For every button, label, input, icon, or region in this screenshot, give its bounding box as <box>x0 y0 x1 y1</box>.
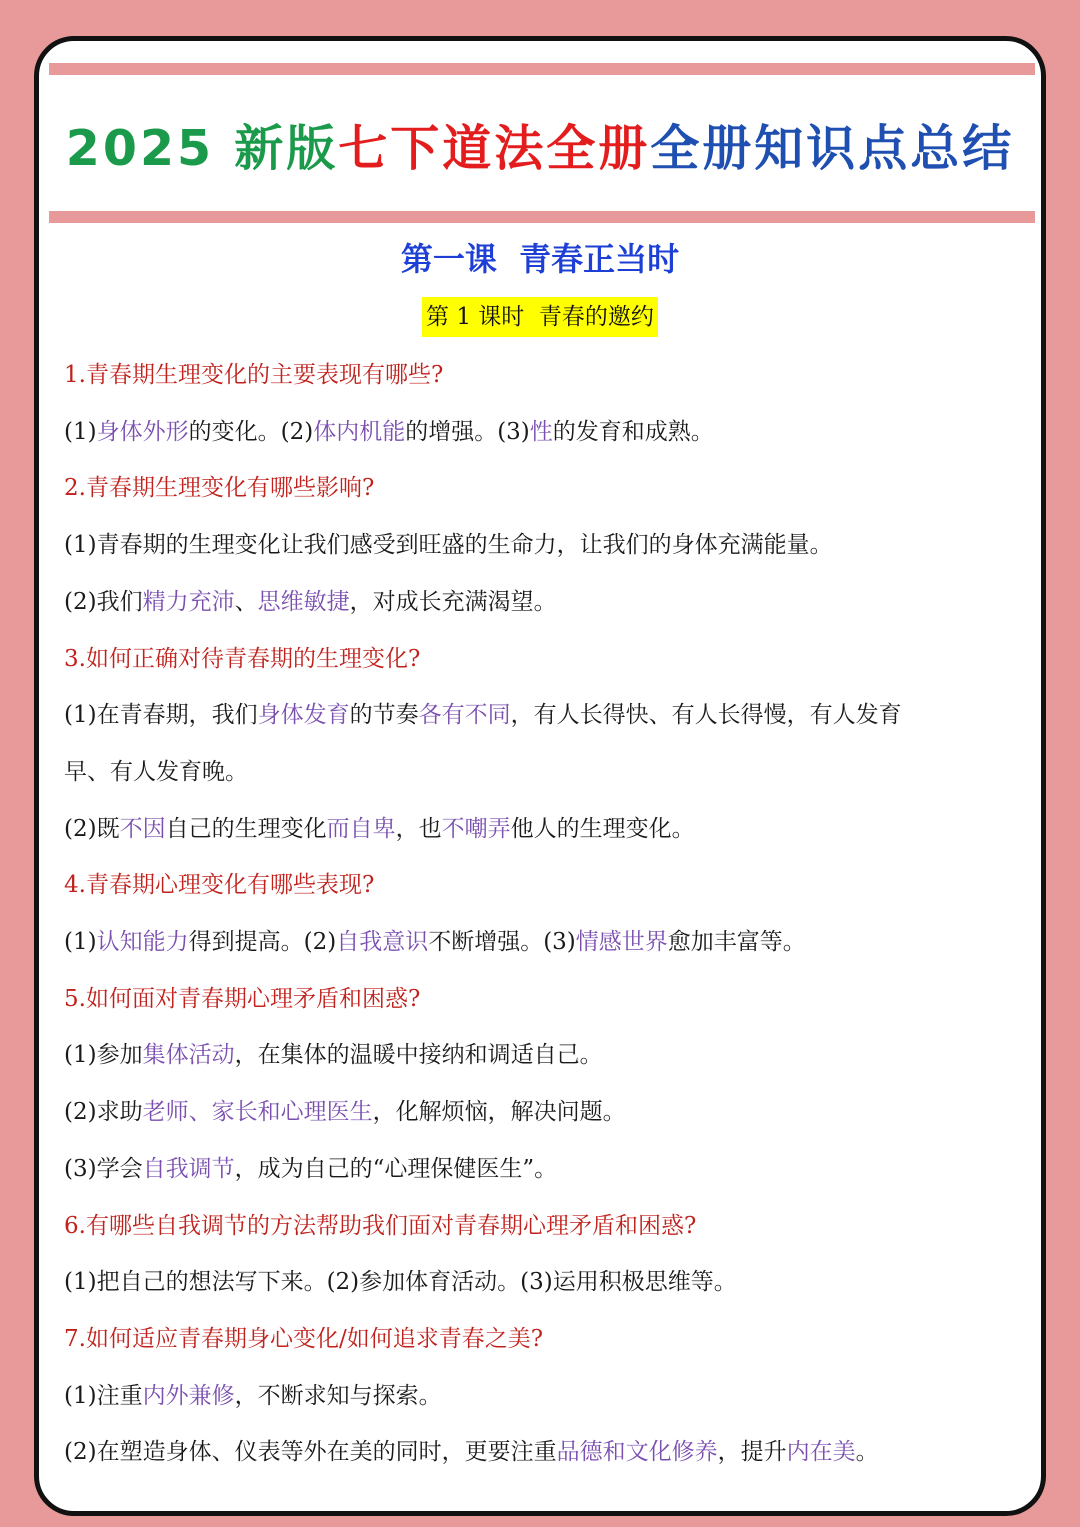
keyword: 各有不同 <box>418 702 511 729</box>
text-segment: (1)参加 <box>64 1042 143 1069</box>
text-segment: (3)学会 <box>64 1155 143 1182</box>
text-segment: ，不断求知与探索。 <box>234 1382 442 1409</box>
answer-line <box>64 1424 1021 1481</box>
title-new: 新版 <box>234 120 339 177</box>
text-segment: 、 <box>234 588 258 615</box>
keyword: 集体活动 <box>142 1042 235 1069</box>
answer-line <box>64 914 1021 971</box>
bottom-divider <box>49 211 1035 223</box>
text-segment: ，也 <box>395 815 442 842</box>
text-segment: 的增强。(3) <box>405 418 530 445</box>
text-segment: ，化解烦恼，解决问题。 <box>372 1099 626 1126</box>
text-segment: ，提升 <box>717 1439 787 1466</box>
lesson-title: 第一课 青春正当时 <box>400 240 680 278</box>
answer-line <box>64 801 1021 858</box>
keyword: 内在美 <box>786 1439 856 1466</box>
text-segment: (1)注重 <box>64 1382 143 1409</box>
title-book: 七下道法全册 <box>338 120 651 177</box>
keyword: 而自卑 <box>326 815 396 842</box>
keyword: 身体发育 <box>257 702 350 729</box>
answer-line <box>64 1084 1021 1141</box>
question-line <box>64 631 1021 688</box>
text-segment: 早、有人发育晚。 <box>64 758 248 785</box>
text-segment: (1) <box>64 929 97 956</box>
top-divider <box>49 63 1035 75</box>
text-segment: (2)我们 <box>64 588 143 615</box>
keyword: 精力充沛 <box>142 588 235 615</box>
text-segment: (1)在青春期，我们 <box>64 702 258 729</box>
keyword: 身体外形 <box>96 418 189 445</box>
answer-line <box>64 1254 1021 1311</box>
text-segment: 的发育和成熟。 <box>552 418 714 445</box>
answer-line <box>64 517 1021 574</box>
question-line <box>64 347 1021 404</box>
text-segment: (2)在塑造身体、仪表等外在美的同时，更要注重 <box>64 1439 557 1466</box>
keyword: 自我意识 <box>336 929 429 956</box>
keyword: 品德和文化修养 <box>556 1439 718 1466</box>
text-segment: (1)青春期的生理变化让我们感受到旺盛的生命力，让我们的身体充满能量。 <box>64 532 833 559</box>
text-segment: ，对成长充满渴望。 <box>349 588 557 615</box>
title-rest: 全册知识点总结 <box>650 120 1015 177</box>
keyword: 自我调节 <box>142 1155 235 1182</box>
text-segment: ，成为自己的“心理保健医生”。 <box>234 1155 558 1182</box>
document-card <box>34 36 1046 1516</box>
text-segment: 7.如何适应青春期身心变化/如何追求青春之美? <box>64 1325 544 1352</box>
answer-line <box>64 404 1021 461</box>
text-segment: 的变化。(2) <box>188 418 314 445</box>
keyword: 情感世界 <box>575 929 668 956</box>
text-segment: (2)既 <box>64 815 120 842</box>
text-segment: (1) <box>64 418 97 445</box>
keyword: 体内机能 <box>313 418 406 445</box>
text-segment: 4.青春期心理变化有哪些表现? <box>64 872 375 899</box>
keyword: 不因 <box>119 815 166 842</box>
text-segment: 愈加丰富等。 <box>667 929 806 956</box>
question-line <box>64 971 1021 1028</box>
text-segment: ，在集体的温暖中接纳和调适自己。 <box>234 1042 603 1069</box>
answer-line <box>64 744 1021 801</box>
answer-line <box>64 1027 1021 1084</box>
content-body <box>64 347 1021 1481</box>
period-wrap <box>39 297 1041 337</box>
keyword: 不嘲弄 <box>441 815 511 842</box>
answer-line <box>64 687 1021 744</box>
question-line <box>64 1198 1021 1255</box>
text-segment: 1.青春期生理变化的主要表现有哪些? <box>64 362 444 388</box>
text-segment: 他人的生理变化。 <box>510 815 695 842</box>
keyword: 性 <box>529 418 553 445</box>
keyword: 老师、家长和心理医生 <box>142 1099 373 1126</box>
text-segment: 不断增强。(3) <box>428 929 576 956</box>
question-line <box>64 1311 1021 1368</box>
page-title <box>39 109 1041 189</box>
answer-line <box>64 1141 1021 1198</box>
text-segment: 5.如何面对青春期心理矛盾和困惑? <box>64 985 421 1012</box>
title-year: 2025 <box>65 120 215 177</box>
keyword: 认知能力 <box>96 929 189 956</box>
text-segment: 6.有哪些自我调节的方法帮助我们面对青春期心理矛盾和困惑? <box>64 1212 697 1239</box>
text-segment: 的节奏 <box>349 702 419 729</box>
keyword: 内外兼修 <box>142 1382 235 1409</box>
text-segment: 得到提高。(2) <box>188 929 337 956</box>
text-segment: ，有人长得快、有人长得慢，有人发育 <box>510 702 902 729</box>
period-title: 第 1 课时 青春的邀约 <box>422 297 658 337</box>
question-line <box>64 460 1021 517</box>
answer-line <box>64 1368 1021 1425</box>
text-segment: 自己的生理变化 <box>165 815 327 842</box>
text-segment: (2)求助 <box>64 1099 143 1126</box>
text-segment: 2.青春期生理变化有哪些影响? <box>64 475 375 502</box>
keyword: 思维敏捷 <box>257 588 350 615</box>
answer-line <box>64 574 1021 631</box>
text-segment: 3.如何正确对待青春期的生理变化? <box>64 645 421 672</box>
question-line <box>64 857 1021 914</box>
text-segment: 。 <box>855 1439 879 1466</box>
text-segment: (1)把自己的想法写下来。(2)参加体育活动。(3)运用积极思维等。 <box>64 1269 737 1296</box>
